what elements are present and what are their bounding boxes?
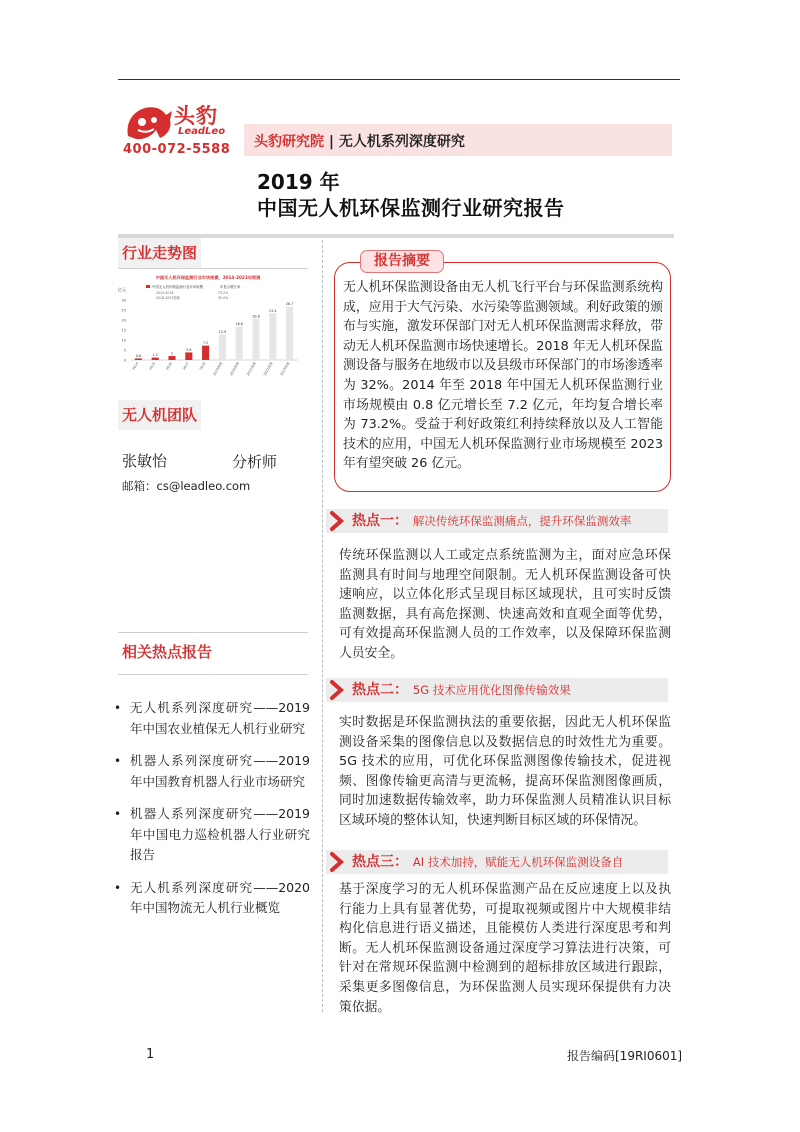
team-label: 无人机团队 xyxy=(118,400,201,430)
related-report-item[interactable]: • 机器人系列深度研究——2019 年中国教育机器人行业市场研究 xyxy=(112,751,310,792)
chart-y-tick: 5 xyxy=(123,348,126,353)
hotspot-2-text: 实时数据是环保监测执法的重要依据，因此无人机环保监测设备采集的图像信息以及数据信息的时效性尤为重要。5G 技术的应用，可优化环保监测图像传输技术，促进视频、图像传输更高清与更流畅，提高环保监测图像画质，同时加速数据传输效率，助力环保监测人员精准认识目标区域环境的整体认知，快速判断目标区域的环保情况。 xyxy=(339,715,671,828)
top-rule xyxy=(118,79,680,80)
logo-name-cn: 头豹 xyxy=(174,104,218,128)
chart-bar xyxy=(135,358,142,360)
chevron-right-icon xyxy=(326,678,346,702)
chart-data-label: 1.2 xyxy=(152,353,158,358)
trend-chart xyxy=(116,274,300,382)
chart-legend-item: 年复合增长率 xyxy=(220,285,241,289)
hotspot-1-title xyxy=(352,509,631,533)
hotspot-1-label: 热点一： xyxy=(352,513,408,529)
chart-data-label: 23.4 xyxy=(269,308,277,313)
chart-data-label: 3.8 xyxy=(186,348,192,352)
chart-bar xyxy=(269,313,276,360)
hotspot-2-header xyxy=(326,678,668,702)
related-top-rule xyxy=(118,632,308,633)
title-rule xyxy=(118,234,674,238)
chart-legend-swatch xyxy=(146,285,150,288)
hotspot-3-label: 热点三： xyxy=(352,854,408,870)
chart-x-tick: 2021预测 xyxy=(245,361,257,377)
chart-data-label: 7.2 xyxy=(202,341,209,346)
chart-cagr-value: 73.2% xyxy=(218,291,229,295)
header-org: 头豹研究院 xyxy=(254,134,324,150)
header-separator: | xyxy=(328,134,334,150)
report-code: 报告编码[19RI0601] xyxy=(567,1049,683,1063)
chart-x-tick: 2018 xyxy=(198,361,207,371)
report-year: 2019 年 xyxy=(257,170,340,194)
hotspot-1-subtitle: 解决传统环保监测痛点，提升环保监测效率 xyxy=(412,514,632,528)
hotspot-3-header xyxy=(326,850,668,874)
hotspot-3-subtitle: AI 技术加持，赋能无人机环保监测设备自 xyxy=(412,855,624,869)
chart-x-tick: 2019预测 xyxy=(212,361,224,377)
chart-x-tick: 2022预测 xyxy=(262,361,274,377)
hotspot-1-header xyxy=(326,509,668,533)
chart-cagr-value: 30.0% xyxy=(218,296,229,300)
chart-data-label: 2 xyxy=(170,351,174,356)
column-divider xyxy=(322,240,323,1012)
hotspot-3-text: 基于深度学习的无人机环保监测产品在反应速度上以及执行能力上具有显著优势，可提取视频或图片中大规模非结构化信息进行语义描述，且能模仿人类进行深度思考和判断。无人机环保监测设备通过深度学习算法进行决策，可针对在常规环保监测中检测到的超标排放区域进行跟踪，采集更多图像信息，为环保监测人员实现环保提供有力决策依据。 xyxy=(339,882,671,1015)
trend-label-rule xyxy=(118,268,308,269)
chart-y-tick: 15 xyxy=(121,328,126,333)
chart-legend-item: 中国无人机环保监测行业市场规模 xyxy=(152,285,203,289)
hotspot-2-subtitle: 5G 技术应用优化图像传输效果 xyxy=(412,683,571,697)
chart-y-tick: 0 xyxy=(123,358,126,363)
page-number: 1 xyxy=(146,1047,155,1062)
chart-data-label: 12.9 xyxy=(218,329,227,334)
chart-cagr-period: 2018-2023预测 xyxy=(156,296,180,300)
summary-text: 无人机环保监测设备由无人机飞行平台与环保监测系统构成，应用于大气污染、水污染等监测领域。利好政策的颁布与实施，激发环保部门对无人机环保监测需求释放，带动无人机环保监测市场快速增长。2018 年无人机环保监测设备与服务在地级市以及县级市环保部门的市场渗透率为 32%。2014 年至 2018 年中国无人机环保监测行业市场规模由 0.8 亿元增长至 7.2 亿元，年均复合增长率为 73.2%。受益于利好政策红利持续释放以及人工智能技术的应用，中国无人机环保监测行业市场规模至 2023 年有望突破 26 亿元。 xyxy=(343,280,663,472)
chart-bar xyxy=(219,334,226,360)
chart-bar xyxy=(152,358,159,360)
hotspot-3-title xyxy=(352,850,623,874)
chart-cagr-period: 2014-2018 xyxy=(156,291,174,295)
chart-x-tick: 2020预测 xyxy=(229,361,241,377)
analyst-email[interactable]: 邮箱：cs@leadleo.com xyxy=(122,479,251,493)
chevron-right-icon xyxy=(326,509,346,533)
chart-data-label: 16.8 xyxy=(235,322,243,326)
chart-x-tick: 2016 xyxy=(165,361,173,371)
chart-ylabel: 亿元 xyxy=(118,287,126,292)
hotspot-2-label: 热点二： xyxy=(352,682,408,698)
logo-name-en: LeadLeo xyxy=(178,126,226,137)
phone-number: 400-072-5588 xyxy=(123,142,231,157)
related-reports-label: 相关热点报告 xyxy=(122,643,213,661)
chart-data-label: 20.6 xyxy=(252,314,260,319)
chart-x-tick: 2023预测 xyxy=(279,361,291,377)
related-report-item[interactable]: • 无人机系列深度研究——2019 年中国农业植保无人机行业研究 xyxy=(112,698,310,739)
chart-x-tick: 2017 xyxy=(182,361,190,371)
chart-bar xyxy=(236,326,243,360)
chart-data-label: 26.7 xyxy=(285,302,294,307)
chart-bar xyxy=(202,346,209,360)
related-reports-list xyxy=(112,698,310,931)
chart-data-label: 0.8 xyxy=(135,354,142,358)
chart-bar xyxy=(286,307,293,360)
chart-y-tick: 10 xyxy=(121,338,126,343)
analyst-name: 张敏怡 xyxy=(122,452,168,470)
analyst-role: 分析师 xyxy=(232,453,278,471)
chart-bar xyxy=(185,352,192,360)
summary-tag: 报告摘要 xyxy=(360,250,444,273)
hotspot-2-title xyxy=(352,678,571,702)
chart-title: 中国无人机环保监测行业市场规模，2014-2023年预测 xyxy=(155,275,261,280)
related-bottom-rule xyxy=(118,674,308,675)
report-title: 中国无人机环保监测行业研究报告 xyxy=(257,196,565,220)
chart-y-tick: 25 xyxy=(121,308,126,313)
chart-bar xyxy=(168,356,175,360)
chart-y-tick: 20 xyxy=(121,318,126,323)
related-report-item[interactable]: • 机器人系列深度研究——2019 年中国电力巡检机器人行业研究报告 xyxy=(112,804,310,866)
chart-bar xyxy=(252,319,259,360)
chart-x-tick: 2014 xyxy=(131,361,140,371)
header-band-text xyxy=(254,131,465,151)
hotspot-1-text: 传统环保监测以人工或定点系统监测为主，面对应急环保监测具有时间与地理空间限制。无人机环保监测设备可快速响应，以立体化形式呈现目标区域现状，且可实时反馈监测数据，具有高危探测、快速高效和直观全面等优势，可有效提高环保监测人员的工作效率，以及保障环保监测人员安全。 xyxy=(339,548,671,661)
chevron-right-icon xyxy=(326,850,346,874)
chart-x-tick: 2015 xyxy=(148,361,157,371)
related-report-item[interactable]: • 无人机系列深度研究——2020 年中国物流无人机行业概览 xyxy=(112,878,310,919)
header-series: 无人机系列深度研究 xyxy=(338,134,465,150)
chart-y-tick: 30 xyxy=(121,298,126,303)
trend-chart-label: 行业走势图 xyxy=(118,238,201,268)
